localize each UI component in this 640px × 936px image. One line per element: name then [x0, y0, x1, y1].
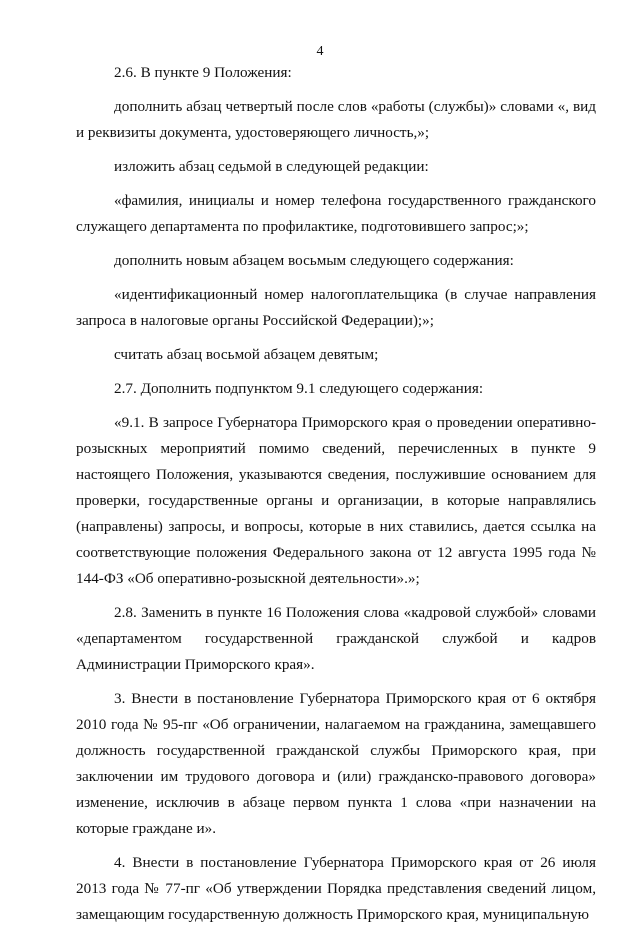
paragraph-3: 3. Внести в постановление Губернатора Приморского края от 6 октября 2010 года № 95-пг «Об ограничении, налагаемом на гражданина, замещавшего должность государственной гражданской службы Приморского края, при заключении им трудового договора и (или) гражданско-правового договора» изменение, исключив в абзаце первом пункта 1 слова «при назначении на которые граждане и».	[76, 690, 596, 837]
paragraph-renumber-abzac: считать абзац восьмой абзацем девятым;	[114, 346, 379, 363]
paragraph-set-seventh-abzac: изложить абзац седьмой в следующей редакции:	[114, 158, 429, 175]
paragraph-add-identity-document: дополнить абзац четвертый после слов «работы (службы)» словами «, вид и реквизиты документа, удостоверяющего личность,»;	[76, 98, 596, 141]
paragraph-quoted-9-1: «9.1. В запросе Губернатора Приморского края о проведении оперативно-розыскных мероприятий помимо сведений, перечисленных в пункте 9 настоящего Положения, указываются сведения, послужившие основанием для проверки, государственные органы и организации, в которые направлялись (направлены) запросы, и вопросы, которые в них ставились, дается ссылка на соответствующие положения Федерального закона от 12 августа 1995 года № 144-ФЗ «Об оперативно-розыскной деятельности».»;	[76, 414, 596, 587]
document-body	[76, 60, 596, 936]
paragraph-2-7: 2.7. Дополнить подпунктом 9.1 следующего содержания:	[114, 380, 484, 397]
paragraph-quoted-name-phone: «фамилия, инициалы и номер телефона государственного гражданского служащего департамента по профилактике, подготовившего запрос;»;	[76, 192, 596, 235]
page-number: 4	[316, 44, 324, 59]
paragraph-4: 4. Внести в постановление Губернатора Приморского края от 26 июля 2013 года № 77-пг «Об утверждении Порядка представления сведений лицом, замещающим государственную должность Приморского края, муниципальную	[76, 854, 596, 923]
paragraph-quoted-inn: «идентификационный номер налогоплательщика (в случае направления запроса в налоговые органы Российской Федерации);»;	[76, 286, 596, 329]
paragraph-add-eighth-abzac: дополнить новым абзацем восьмым следующего содержания:	[114, 252, 514, 269]
paragraph-2-8: 2.8. Заменить в пункте 16 Положения слова «кадровой службой» словами «департаментом государственной гражданской службой и кадров Администрации Приморского края».	[76, 604, 596, 673]
paragraph-2-6: 2.6. В пункте 9 Положения:	[114, 64, 292, 81]
